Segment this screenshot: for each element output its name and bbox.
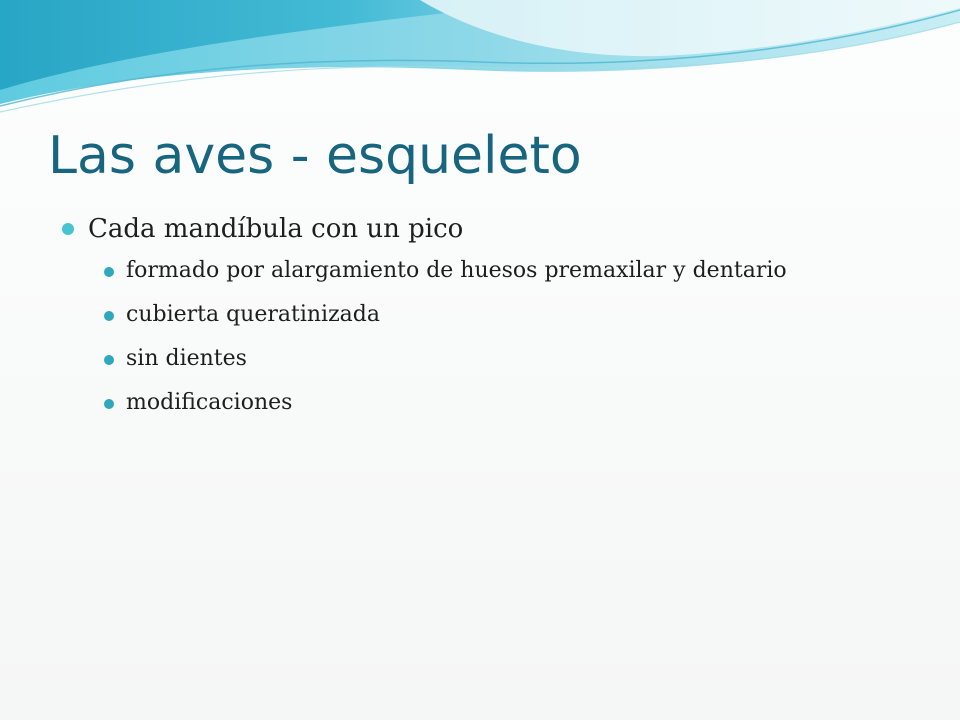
sub-bullet-list	[62, 254, 922, 420]
sub-bullet-item	[62, 298, 820, 332]
sub-bullet-dot-icon	[104, 311, 114, 321]
bullet-dot-icon	[62, 223, 74, 235]
sub-bullet-item	[62, 342, 820, 376]
slide-title: Las aves - esqueleto	[48, 126, 582, 186]
header-wave-decoration	[0, 0, 960, 120]
sub-bullet-text: modificaciones	[126, 390, 293, 415]
sub-bullet-text: sin dientes	[126, 346, 247, 371]
bullet-level1-text: Cada mandíbula con un pico	[88, 214, 464, 244]
sub-bullet-item	[62, 254, 820, 288]
bullet-level1	[62, 206, 922, 252]
sub-bullet-dot-icon	[104, 267, 114, 277]
sub-bullet-text: formado por alargamiento de huesos premaxilar y dentario	[126, 258, 787, 283]
sub-bullet-item	[62, 386, 820, 420]
sub-bullet-dot-icon	[104, 355, 114, 365]
sub-bullet-text: cubierta queratinizada	[126, 302, 380, 327]
sub-bullet-dot-icon	[104, 399, 114, 409]
slide-body	[62, 206, 922, 430]
